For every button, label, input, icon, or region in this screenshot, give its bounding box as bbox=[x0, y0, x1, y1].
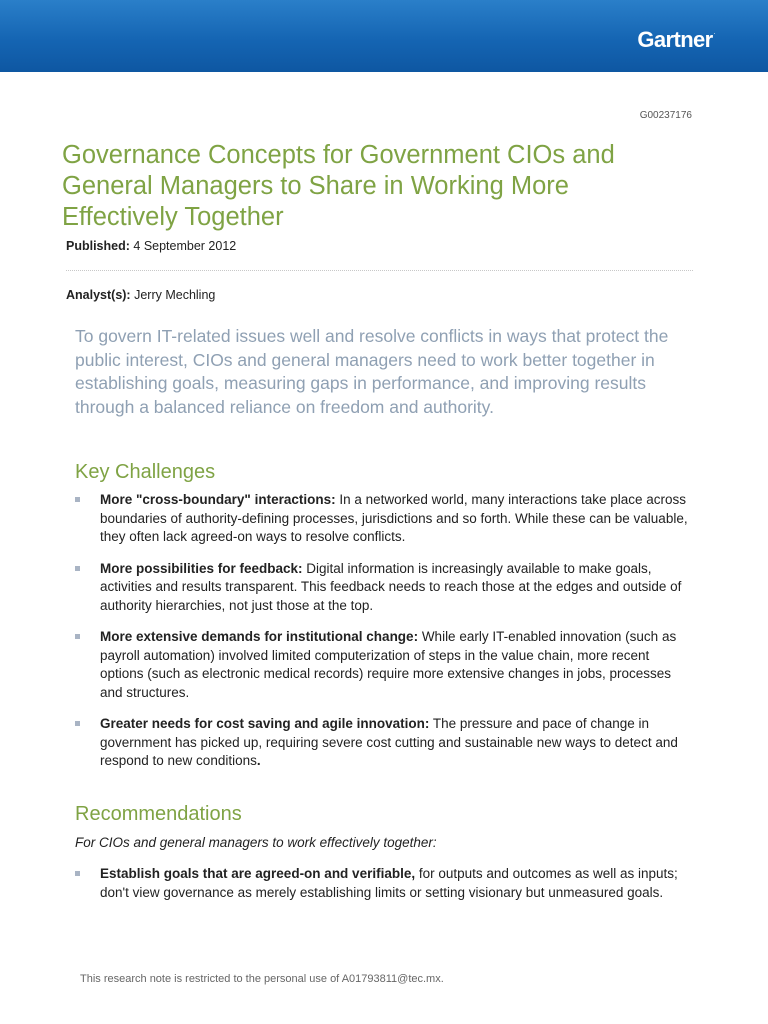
gartner-logo bbox=[637, 29, 715, 51]
item-lead: Greater needs for cost saving and agile innovation: bbox=[100, 716, 430, 731]
item-text: The pressure and pace of change in government has picked up, requiring severe cost cutting and sustainable new ways to detect and respond to new conditions bbox=[100, 716, 678, 768]
list-item bbox=[75, 865, 695, 902]
item-lead: More possibilities for feedback: bbox=[100, 560, 303, 576]
summary-paragraph: To govern IT-related issues well and resolve conflicts in ways that protect the public interest, CIOs and general managers need to work better together in establishing goals, measuring gaps in performance, and improving results through a balanced reliance on freedom and authority. bbox=[75, 326, 669, 417]
key-challenges-heading: Key Challenges bbox=[75, 461, 216, 483]
recommendations-heading: Recommendations bbox=[75, 803, 242, 825]
document-id: G00237176 bbox=[639, 110, 692, 121]
bullet-icon bbox=[75, 871, 80, 876]
bullet-icon bbox=[75, 721, 80, 726]
footer-note: This research note is restricted to the personal use of A01793811@tec.mx. bbox=[80, 973, 444, 985]
list-item bbox=[75, 628, 695, 702]
brand-name: Gartner bbox=[637, 27, 713, 52]
divider bbox=[66, 270, 693, 271]
document-title: Governance Concepts for Government CIOs and General Managers to Share in Working More Effectively Together bbox=[62, 141, 615, 231]
recommendations-intro: For CIOs and general managers to work effectively together: bbox=[75, 835, 437, 850]
recommendations-list bbox=[75, 865, 695, 902]
list-item bbox=[75, 715, 695, 771]
bullet-icon bbox=[75, 566, 80, 571]
analyst-line bbox=[66, 288, 215, 302]
analyst-name: Jerry Mechling bbox=[134, 288, 216, 302]
published-date: 4 September 2012 bbox=[133, 239, 237, 253]
item-lead: More "cross-boundary" interactions: bbox=[100, 492, 336, 507]
list-item bbox=[75, 491, 695, 547]
item-lead: More extensive demands for institutional change: bbox=[100, 629, 419, 644]
list-item bbox=[75, 560, 695, 616]
bullet-icon bbox=[75, 634, 80, 639]
published-line bbox=[66, 239, 236, 253]
bullet-icon bbox=[75, 497, 80, 502]
item-lead: Establish goals that are agreed-on and verifiable, bbox=[100, 866, 416, 881]
item-tail: . bbox=[256, 753, 261, 768]
item-text: Digital information is increasingly available to make goals, activities and results transparent. This feedback needs to reach those at the edges and outside of authority hierarchies, not just those at the top. bbox=[100, 560, 682, 613]
item-text: While early IT-enabled innovation (such as payroll automation) involved limited computerization of steps in the value chain, more recent options (such as electronic medical records) require more extensive changes in jobs, processes and structures. bbox=[100, 629, 677, 700]
header-banner bbox=[0, 0, 768, 72]
analyst-label: Analyst(s): bbox=[66, 288, 131, 302]
key-challenges-list bbox=[75, 491, 695, 771]
published-label: Published: bbox=[66, 239, 130, 253]
registered-mark: . bbox=[713, 29, 715, 36]
item-text: for outputs and outcomes as well as inputs; don't view governance as merely establishing limits or setting visionary but unmeasured goals. bbox=[100, 866, 678, 900]
item-text: In a networked world, many interactions take place across boundaries of authority-defining processes, jurisdictions and so forth. While these can be valuable, they often lack agreed-on ways to resolve conflicts. bbox=[100, 492, 688, 544]
